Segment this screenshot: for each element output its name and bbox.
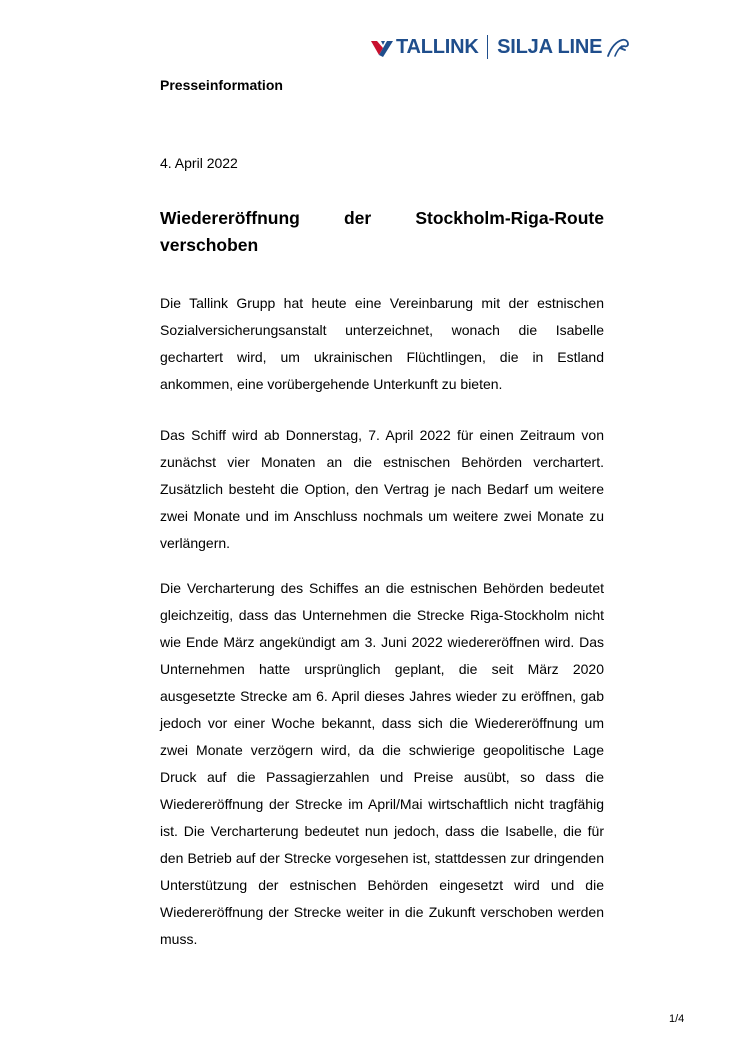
page-number: 1/4 (669, 1013, 685, 1025)
logo-text-silja-line: SILJA LINE (497, 35, 603, 58)
body-paragraph-2: Das Schiff wird ab Donnerstag, 7. April 2022 für einen Zeitraum von zunächst vier Monaten an die estnischen Behörden verchartert. Zusätzlich besteht die Option, den Vertrag je nach Bedarf um weitere zwei Monate und im Anschluss nochmals um weitere zwei Monate zu verlängern. (160, 427, 604, 551)
document-date: 4. April 2022 (160, 155, 238, 171)
logo-divider (487, 35, 489, 59)
title-line-1: Wiedereröffnung der Stockholm-Riga-Route (160, 208, 604, 228)
seal-logo-icon (606, 36, 630, 58)
body-paragraph-3: Die Vercharterung des Schiffes an die estnischen Behörden bedeutet gleichzeitig, dass das Unternehmen die Strecke Riga-Stockholm nicht wie Ende März angekündigt am 3. Juni 2022 wiedereröffnen wird. Das Unternehmen hatte ursprünglich geplant, die seit März 2020 ausgesetzte Strecke am 6. April dieses Jahres wieder zu eröffnen, gab jedoch vor einer Woche bekannt, dass sich die Wiedereröffnung um zwei Monate verzögern wird, da die schwierige geopolitische Lage Druck auf die Passagierzahlen und Preise ausübt, so dass die Wiedereröffnung der Strecke im April/Mai wirtschaftlich nicht tragfähig ist. Die Vercharterung bedeutet nun jedoch, dass die Isabelle, die für den Betrieb auf der Strecke vorgesehen ist, stattdessen zur dringenden Unterstützung der estnischen Behörden eingesetzt wird und die Wiedereröffnung der Strecke weiter in die Zukunft verschoben werden muss. (160, 580, 604, 947)
document-title (160, 205, 604, 259)
title-line-2: verschoben (160, 235, 259, 255)
document-type-label: Presseinformation (160, 77, 283, 93)
body-paragraph-1: Die Tallink Grupp hat heute eine Vereinbarung mit der estnischen Sozialversicherungsanstalt unterzeichnet, wonach die Isabelle gechartert wird, um ukrainischen Flüchtlingen, die in Estland ankommen, eine vorübergehende Unterkunft zu bieten. (160, 295, 604, 392)
company-logo (370, 34, 630, 60)
logo-text-tallink: TALLINK (396, 35, 479, 58)
tallink-logo-icon (370, 36, 394, 58)
